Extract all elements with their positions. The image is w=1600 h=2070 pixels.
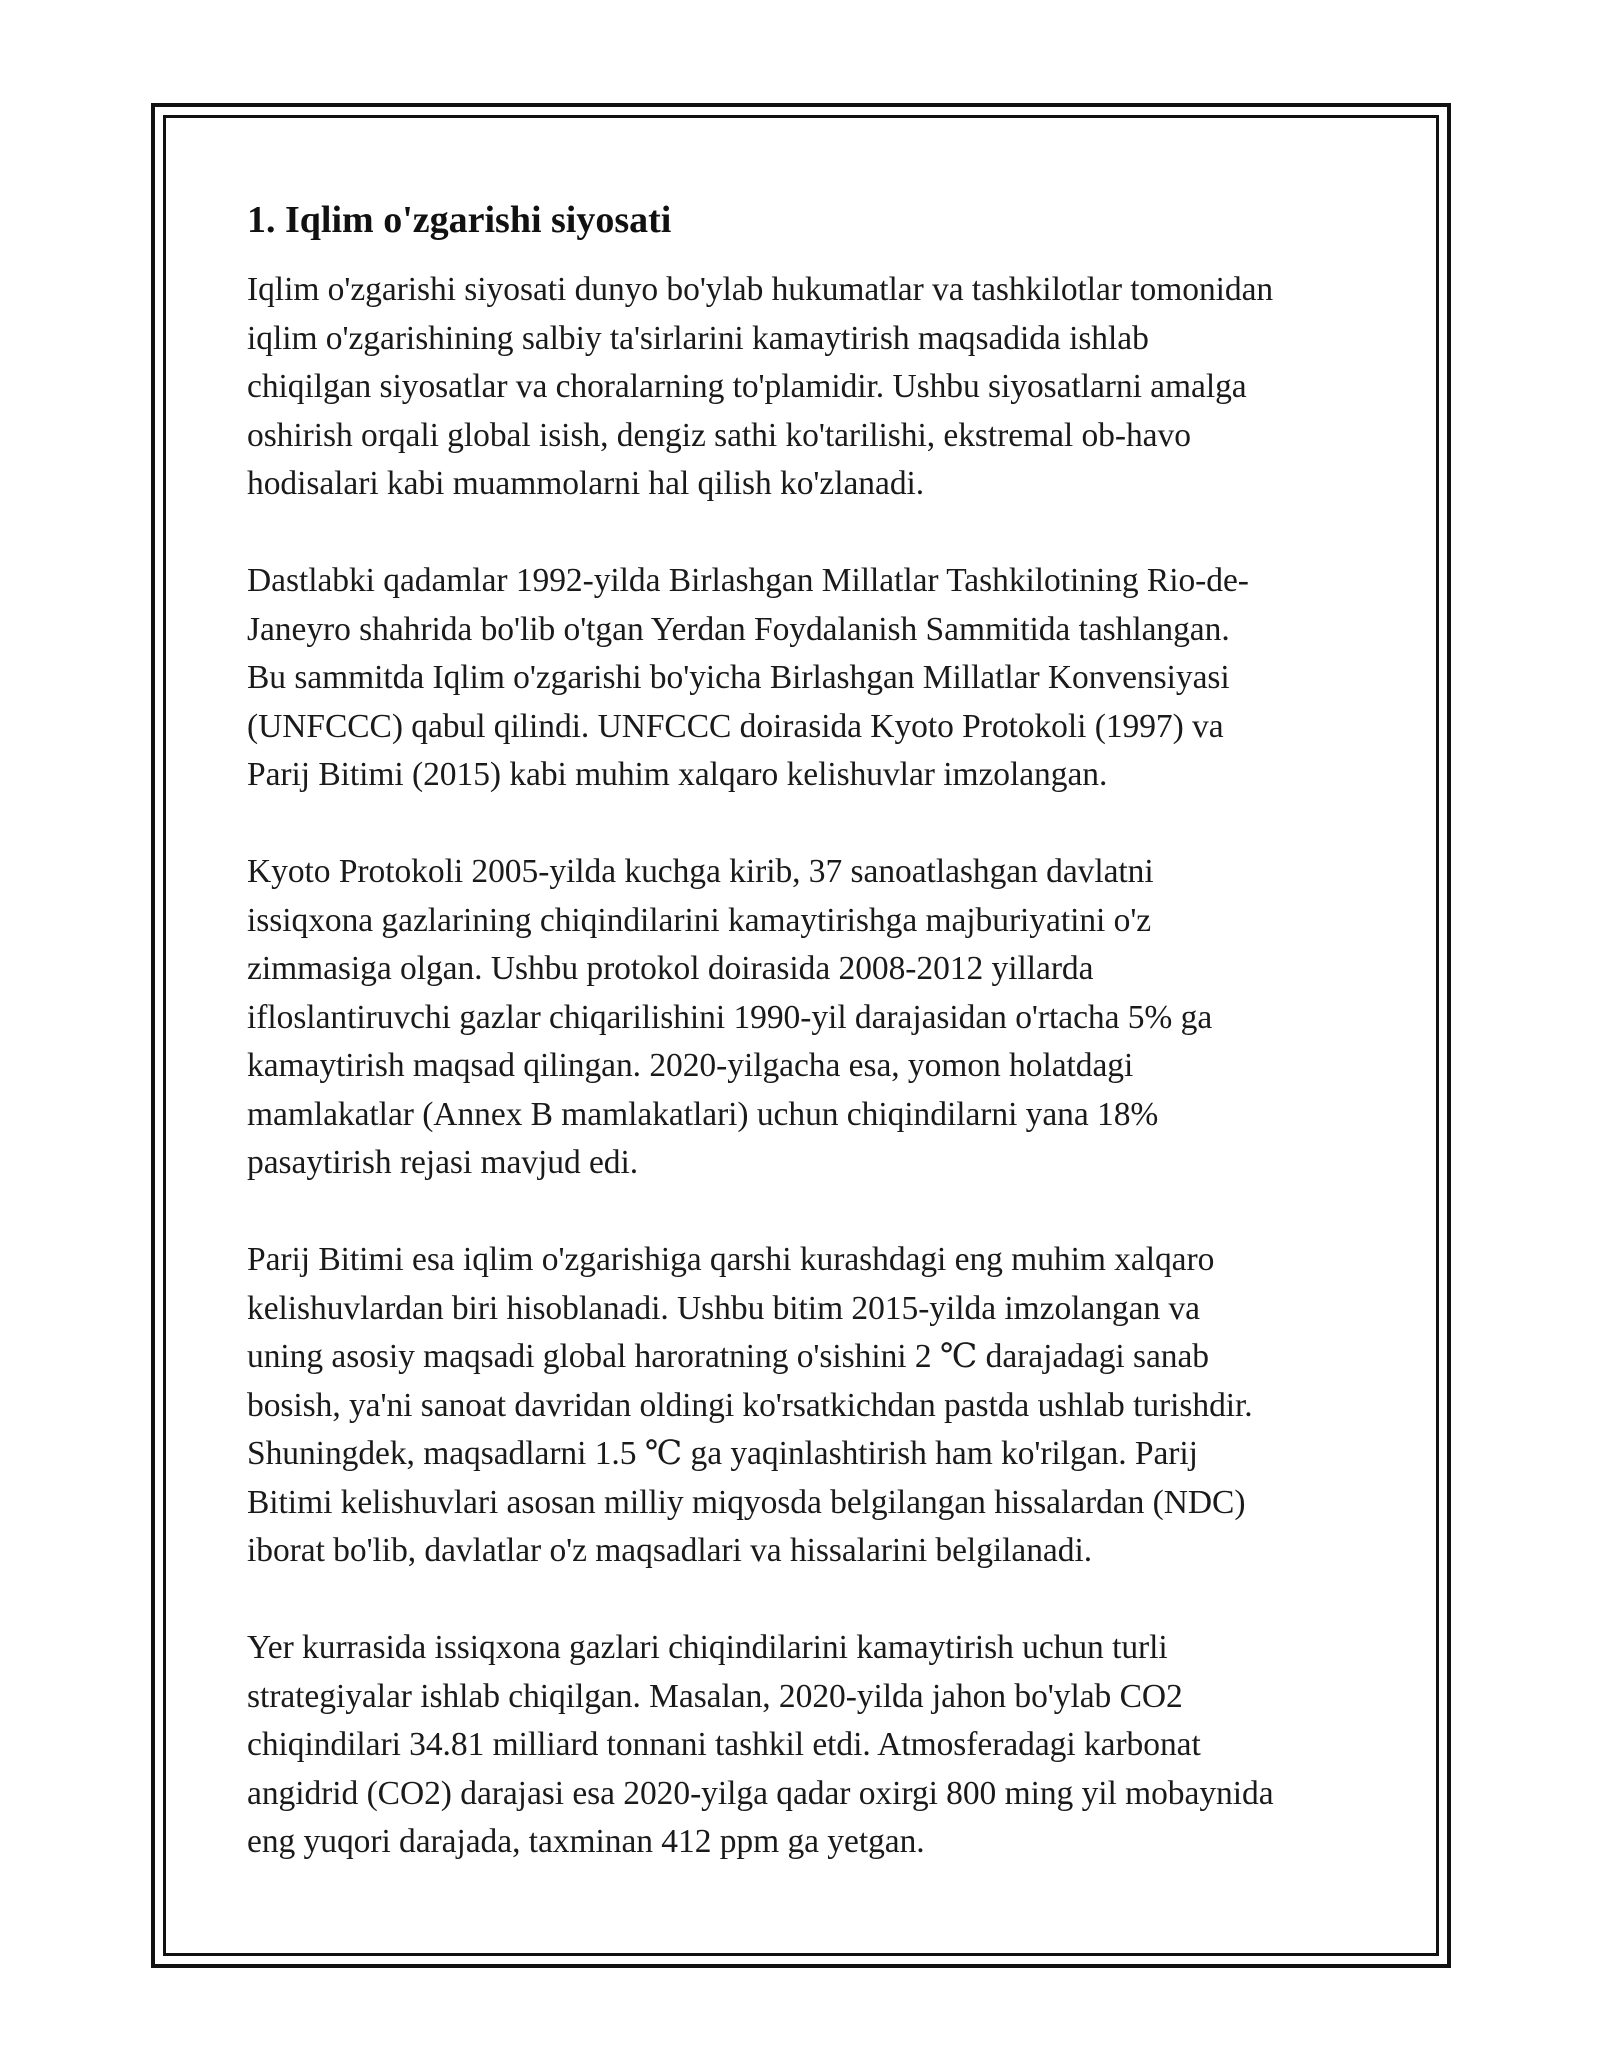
text-line: ifloslantiruvchi gazlar chiqarilishini 1990-yil darajasidan o'rtacha 5% ga <box>247 998 1213 1036</box>
text-line: Parij Bitimi esa iqlim o'zgarishiga qarshi kurashdagi eng muhim xalqaro <box>247 1241 1215 1278</box>
text-line: Yer kurrasida issiqxona gazlari chiqindilarini kamaytirish uchun turli <box>247 1629 1168 1666</box>
text-line: iborat bo'lib, davlatlar o'z maqsadlari va hissalarini belgilanadi. <box>247 1532 1093 1569</box>
text-line: angidrid (CO2) darajasi esa 2020-yilga qadar oxirgi 800 ming yil mobaynida <box>247 1774 1274 1812</box>
text-line: eng yuqori darajada, taxminan 412 ppm ga yetgan. <box>247 1823 925 1860</box>
paragraph-emissions <box>247 1624 1397 1867</box>
text-line: pasaytirish rejasi mavjud edi. <box>247 1144 639 1181</box>
paragraph-history <box>247 557 1397 800</box>
text-line: Bitimi kelishuvlari asosan milliy miqyosda belgilangan hissalardan (NDC) <box>247 1483 1246 1521</box>
text-line: Iqlim o'zgarishi siyosati dunyo bo'ylab hukumatlar va tashkilotlar tomonidan <box>247 271 1274 308</box>
text-line: kelishuvlardan biri hisoblanadi. Ushbu bitim 2015-yilda imzolangan va <box>247 1289 1200 1327</box>
text-line: chiqilgan siyosatlar va choralarning to'plamidir. Ushbu siyosatlarni amalga <box>247 368 1247 405</box>
text-line: hodisalari kabi muammolarni hal qilish ko'zlanadi. <box>247 465 925 502</box>
page-border-outer <box>151 103 1451 1968</box>
paragraph-kyoto <box>247 848 1397 1188</box>
document-body <box>247 196 1397 1915</box>
text-line: mamlakatlar (Annex B mamlakatlari) uchun chiqindilarni yana 18% <box>247 1095 1159 1133</box>
text-line: strategiyalar ishlab chiqilgan. Masalan, 2020-yilda jahon bo'ylab CO2 <box>247 1677 1183 1715</box>
text-line: (UNFCCC) qabul qilindi. UNFCCC doirasida Kyoto Protokoli (1997) va <box>247 707 1224 745</box>
text-line: uning asosiy maqsadi global haroratning o'sishini 2 ℃ darajadagi sanab <box>247 1338 1209 1375</box>
text-line: oshirish orqali global isish, dengiz sathi ko'tarilishi, ekstremal ob-havo <box>247 416 1191 454</box>
text-line: Kyoto Protokoli 2005-yilda kuchga kirib, 37 sanoatlashgan davlatni <box>247 853 1154 890</box>
text-line: iqlim o'zgarishining salbiy ta'sirlarini kamaytirish maqsadida ishlab <box>247 319 1149 357</box>
text-line: bosish, ya'ni sanoat davridan oldingi ko'rsatkichdan pastda ushlab turishdir. <box>247 1386 1253 1424</box>
text-line: Shuningdek, maqsadlarni 1.5 ℃ ga yaqinlashtirish ham ko'rilgan. Parij <box>247 1435 1198 1472</box>
page-border-inner <box>163 115 1439 1956</box>
section-heading: 1. Iqlim o'zgarishi siyosati <box>247 199 672 241</box>
text-line: Janeyro shahrida bo'lib o'tgan Yerdan Foydalanish Sammitida tashlangan. <box>247 610 1230 648</box>
text-line: Bu sammitda Iqlim o'zgarishi bo'yicha Birlashgan Millatlar Konvensiyasi <box>247 659 1230 696</box>
paragraph-paris <box>247 1236 1397 1576</box>
text-line: zimmasiga olgan. Ushbu protokol doirasida 2008-2012 yillarda <box>247 950 1094 987</box>
paragraph-intro <box>247 266 1397 509</box>
text-line: kamaytirish maqsad qilingan. 2020-yilgacha esa, yomon holatdagi <box>247 1047 1134 1084</box>
text-line: chiqindilari 34.81 milliard tonnani tashkil etdi. Atmosferadagi karbonat <box>247 1726 1201 1763</box>
text-line: Dastlabki qadamlar 1992-yilda Birlashgan Millatlar Tashkilotining Rio-de- <box>247 562 1249 599</box>
text-line: issiqxona gazlarining chiqindilarini kamaytirishga majburiyatini o'z <box>247 901 1152 939</box>
text-line: Parij Bitimi (2015) kabi muhim xalqaro kelishuvlar imzolangan. <box>247 756 1108 793</box>
